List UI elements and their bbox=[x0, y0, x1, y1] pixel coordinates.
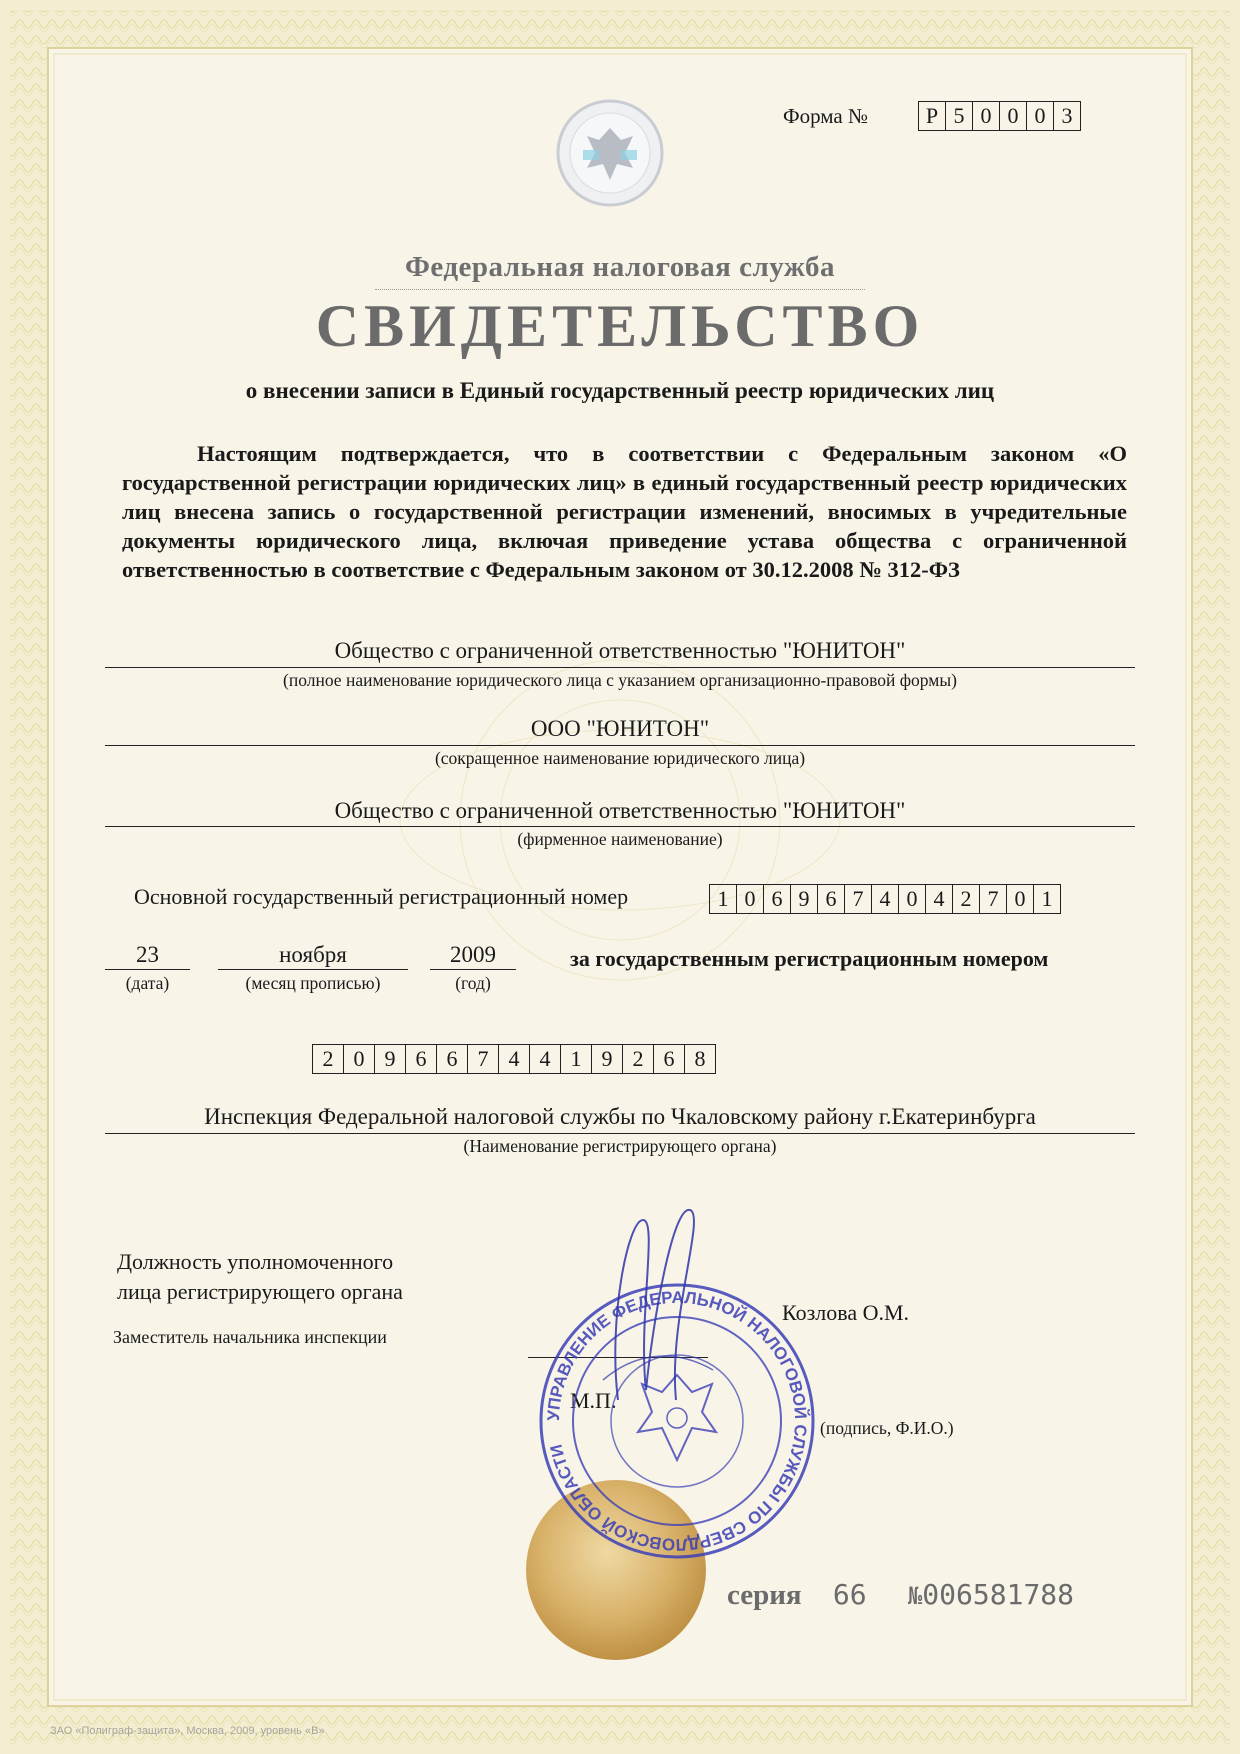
date-year: 2009 bbox=[450, 942, 496, 967]
registering-authority: Инспекция Федеральной налоговой службы по Чкаловскому району г.Екатеринбурга bbox=[204, 1104, 1036, 1129]
underline bbox=[430, 969, 516, 970]
position-caption-line1: Должность уполномоченного bbox=[117, 1249, 394, 1274]
mp-label: М.П. bbox=[570, 1388, 617, 1413]
handwritten-signature bbox=[598, 1200, 720, 1410]
grn-digit: 6 bbox=[406, 1045, 437, 1073]
series-label: серия bbox=[727, 1579, 802, 1611]
ogrn-label: Основной государственный регистрационный номер bbox=[134, 884, 629, 909]
position-caption-line2: лица регистрирующего органа bbox=[117, 1279, 403, 1304]
underline bbox=[105, 1133, 1135, 1134]
grn-digit: 9 bbox=[592, 1045, 623, 1073]
date-month: ноября bbox=[279, 942, 347, 967]
form-code-cell: 0 bbox=[1000, 102, 1027, 130]
entity-brand-name: Общество с ограниченной ответственностью "ЮНИТОН" bbox=[334, 798, 906, 823]
authority-caption: (Наименование регистрирующего органа) bbox=[463, 1136, 777, 1156]
hologram-emblem bbox=[555, 98, 665, 208]
grn-boxes bbox=[312, 1044, 716, 1074]
form-code-cell: 5 bbox=[946, 102, 973, 130]
grn-digit: 4 bbox=[499, 1045, 530, 1073]
underline bbox=[218, 969, 408, 970]
grn-digit: 6 bbox=[654, 1045, 685, 1073]
ogrn-digit: 1 bbox=[1041, 886, 1053, 911]
series-number: 66 bbox=[832, 1578, 867, 1611]
ogrn-digit: 4 bbox=[872, 885, 899, 913]
ogrn-digit: 0 bbox=[899, 885, 926, 913]
grn-digit: 4 bbox=[530, 1045, 561, 1073]
underline bbox=[105, 667, 1135, 668]
agency-rule bbox=[375, 289, 865, 290]
year-caption: (год) bbox=[455, 973, 491, 993]
agency-name: Федеральная налоговая служба bbox=[404, 251, 836, 283]
printer-imprint: ЗАО «Полиграф-защита», Москва, 2009, уровень «В» bbox=[50, 1725, 325, 1737]
certification-paragraph bbox=[122, 439, 1127, 584]
certification-text: Настоящим подтверждается, что в соответствии с Федеральным законом «О государственной регистрации юридических лиц» в единый государственный реестр юридических лиц внесена запись о государственной регистрации изменений, вносимых в учредительные документы юридического лица, включая приведение устава общества с ограниченной ответственностью в соответствие с Федеральным законом от 30.12.2008 № 312-ФЗ bbox=[122, 441, 1127, 582]
signatory-name: Козлова О.М. bbox=[782, 1300, 910, 1325]
series-serial: 006581788 bbox=[922, 1578, 1075, 1611]
ogrn-digit: 7 bbox=[845, 885, 872, 913]
entity-full-name: Общество с ограниченной ответственностью "ЮНИТОН" bbox=[334, 638, 906, 663]
ogrn-digit: 6 bbox=[764, 885, 791, 913]
form-label: Форма № bbox=[783, 104, 869, 128]
signatory-position: Заместитель начальника инспекции bbox=[113, 1327, 387, 1347]
underline bbox=[105, 969, 190, 970]
ogrn-digit: 2 bbox=[953, 885, 980, 913]
form-code-boxes bbox=[918, 101, 1081, 131]
ogrn-digit: 9 bbox=[791, 885, 818, 913]
grn-digit: 0 bbox=[344, 1045, 375, 1073]
full-name-caption: (полное наименование юридического лица с указанием организационно-правовой формы) bbox=[283, 670, 957, 690]
short-name-caption: (сокращенное наименование юридического лица) bbox=[434, 748, 806, 768]
grn-digit: 7 bbox=[468, 1045, 499, 1073]
entity-short-name: ООО "ЮНИТОН" bbox=[530, 716, 710, 741]
brand-name-caption: (фирменное наименование) bbox=[517, 829, 723, 849]
underline bbox=[105, 826, 1135, 827]
grn-digit: 2 bbox=[313, 1045, 344, 1073]
grn-digit: 9 bbox=[375, 1045, 406, 1073]
ogrn-digit: 7 bbox=[980, 885, 1007, 913]
seal-ring-text: УПРАВЛЕНИЕ ФЕДЕРАЛЬНОЙ НАЛОГОВОЙ СЛУЖБЫ ПО СВЕРДЛОВСКОЙ ОБЛАСТИ bbox=[543, 1287, 811, 1555]
form-code-cell: 3 bbox=[1061, 103, 1073, 128]
grn-digit: 6 bbox=[437, 1045, 468, 1073]
certificate-subtitle: о внесении записи в Единый государственный реестр юридических лиц bbox=[245, 378, 995, 403]
ogrn-digit: 0 bbox=[737, 885, 764, 913]
registration-number-text: за государственным регистрационным номером bbox=[570, 946, 1049, 971]
form-code-cell: 0 bbox=[973, 102, 1000, 130]
date-day: 23 bbox=[136, 942, 159, 967]
month-caption: (месяц прописью) bbox=[245, 973, 381, 993]
ogrn-digit: 0 bbox=[1007, 885, 1034, 913]
series-no-label: № bbox=[907, 1582, 923, 1610]
underline bbox=[105, 745, 1135, 746]
grn-digit: 2 bbox=[623, 1045, 654, 1073]
grn-digit: 1 bbox=[561, 1045, 592, 1073]
form-code-cell: Р bbox=[919, 102, 946, 130]
day-caption: (дата) bbox=[125, 973, 170, 993]
series-block bbox=[727, 1578, 1074, 1612]
certificate-title: СВИДЕТЕЛЬСТВО bbox=[315, 293, 925, 359]
grn-digit: 8 bbox=[694, 1046, 706, 1071]
ogrn-digit: 6 bbox=[818, 885, 845, 913]
form-code-cell: 0 bbox=[1027, 102, 1054, 130]
ogrn-digit: 4 bbox=[926, 885, 953, 913]
ogrn-boxes bbox=[709, 884, 1061, 914]
ogrn-digit: 1 bbox=[710, 885, 737, 913]
signature-caption: (подпись, Ф.И.О.) bbox=[820, 1418, 954, 1438]
